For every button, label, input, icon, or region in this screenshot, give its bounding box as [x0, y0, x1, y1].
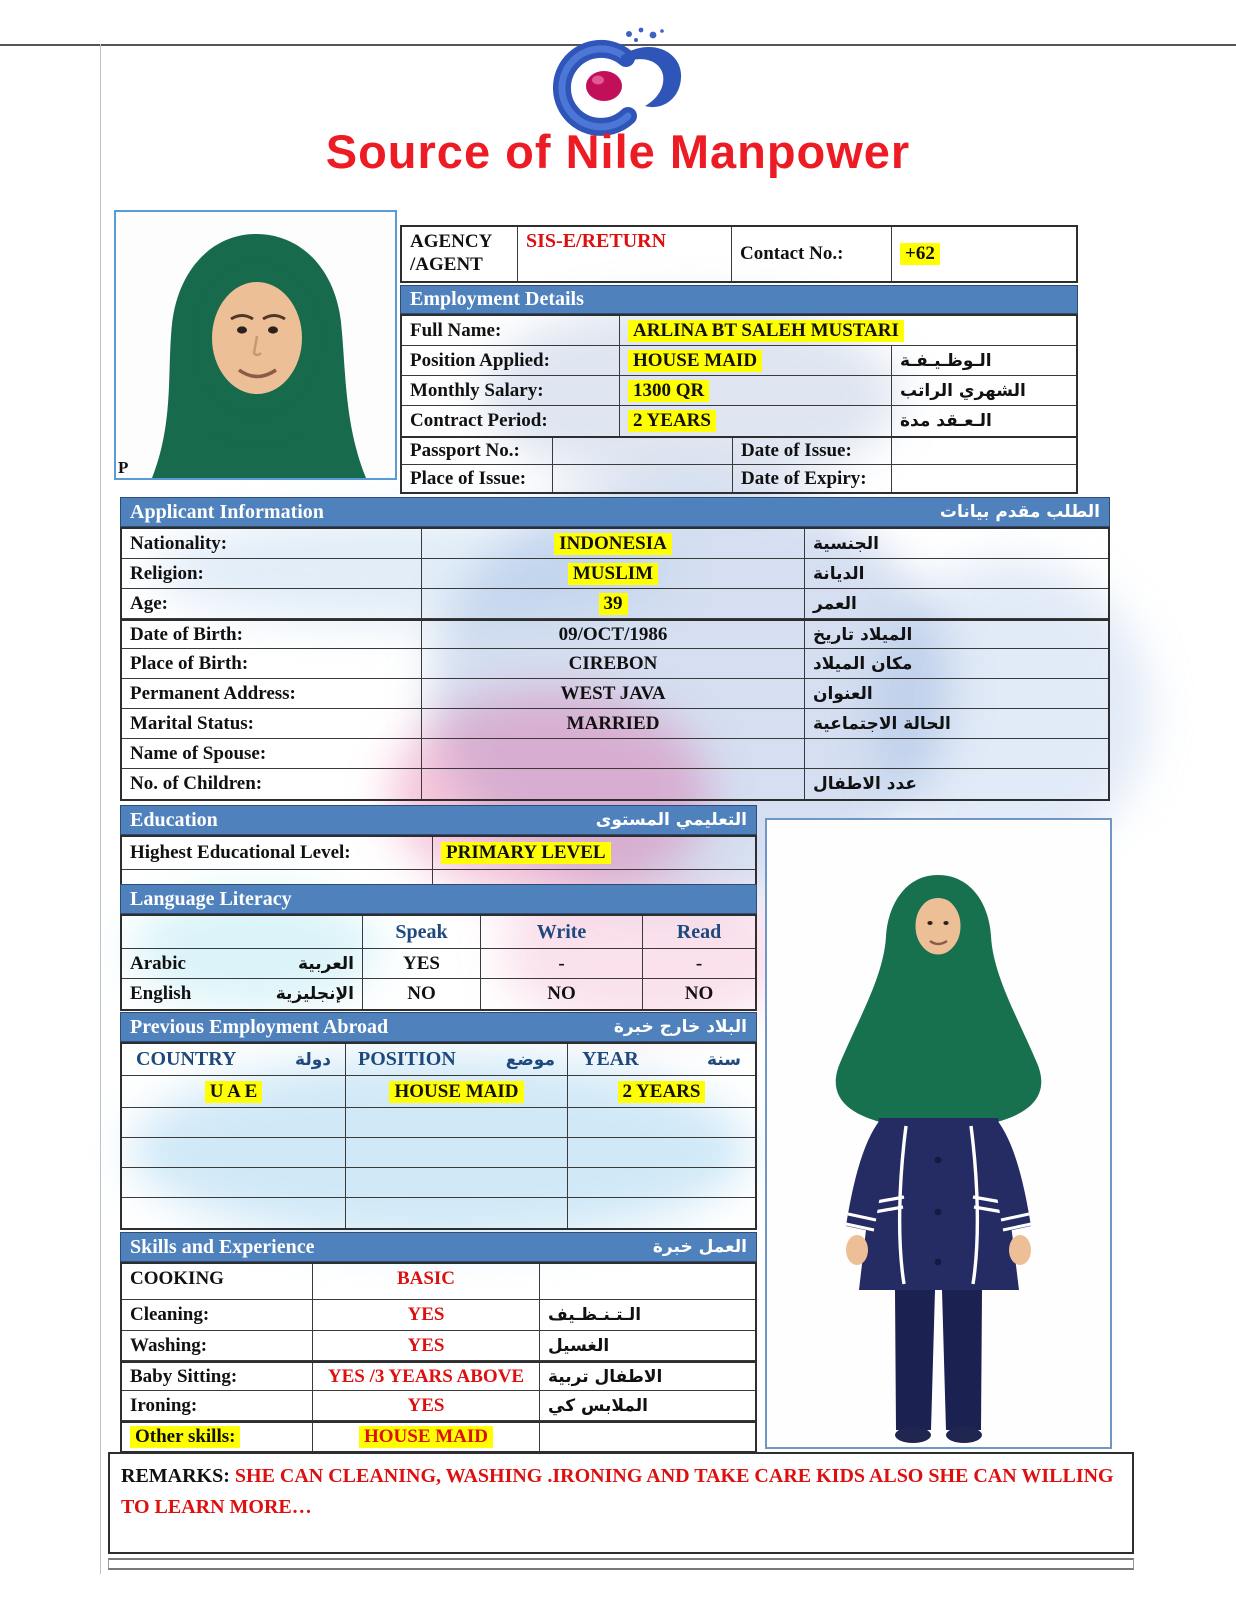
- full-name-label: Full Name:: [402, 316, 620, 345]
- row-label-ar: عدد الاطفال: [813, 774, 917, 794]
- year-value: 2 YEARS: [568, 1076, 755, 1107]
- skill-label-ar: الاطفال تربية: [548, 1366, 663, 1387]
- row-label-ar: الديانة: [813, 563, 865, 584]
- contract-label: Contract Period:: [402, 406, 620, 436]
- column-header-year-ar: سنة: [707, 1049, 741, 1070]
- empty-cell: [568, 1168, 755, 1197]
- language-name-cell: [122, 949, 363, 978]
- education-header: Education: [130, 808, 218, 831]
- column-header-country-ar: دولة: [295, 1049, 331, 1070]
- row-label: Name of Spouse:: [122, 739, 422, 768]
- remarks-box: [108, 1452, 1134, 1554]
- column-header-write: Write: [481, 916, 643, 948]
- skill-value: HOUSE MAID: [313, 1423, 540, 1451]
- contract-label-ar: الـعـقد مدة: [900, 411, 992, 431]
- row-label: No. of Children:: [122, 769, 422, 799]
- contract-value: 2 YEARS: [620, 406, 892, 436]
- blank-cell: [122, 870, 433, 885]
- remarks-text: SHE CAN CLEANING, WASHING .IRONING AND TAKE CARE KIDS ALSO SHE CAN WILLING TO LEARN MORE…: [121, 1465, 1114, 1518]
- skill-label: COOKING: [122, 1264, 313, 1299]
- passport-no-label: Passport No.:: [402, 438, 553, 464]
- empty-cell: [346, 1198, 568, 1228]
- row-value: 09/OCT/1986: [422, 621, 805, 648]
- language-name: Arabic: [130, 952, 186, 974]
- row-value: INDONESIA: [422, 529, 805, 558]
- employment-table: [400, 314, 1078, 438]
- row-label: Religion:: [122, 559, 422, 588]
- column-header-speak: Speak: [363, 916, 481, 948]
- previous-employment-header-ar: البلاد خارج خبرة: [613, 1017, 747, 1037]
- speak-value: YES: [363, 949, 481, 978]
- applicant-header-ar: الطلب مقدم بيانات: [939, 502, 1100, 522]
- empty-cell: [346, 1138, 568, 1167]
- skill-label-ar: الملابس كي: [548, 1395, 648, 1416]
- blank-cell: [122, 916, 363, 948]
- row-label: Age:: [122, 589, 422, 618]
- write-value: -: [481, 949, 643, 978]
- row-label: Date of Birth:: [122, 621, 422, 648]
- date-issue-value: [892, 438, 1076, 464]
- column-header-country: COUNTRY دولة: [122, 1044, 346, 1075]
- country-value: U A E: [122, 1076, 346, 1107]
- row-value: [422, 739, 805, 768]
- empty-cell: [568, 1198, 755, 1228]
- bottom-rule-bar: [108, 1558, 1134, 1570]
- employment-header: Employment Details: [410, 288, 584, 310]
- row-label-ar: العمر: [813, 593, 857, 614]
- empty-cell: [122, 1168, 346, 1197]
- row-value: MUSLIM: [422, 559, 805, 588]
- skill-label-ar: [540, 1423, 755, 1451]
- agency-label: AGENCY /AGENT: [402, 227, 518, 281]
- skill-value: YES /3 YEARS ABOVE: [313, 1363, 540, 1390]
- contact-value: +62: [892, 227, 1076, 281]
- row-label-ar: الجنسية: [813, 533, 879, 554]
- position-label-ar: الـوظـيـفـة: [900, 350, 992, 371]
- agency-title: Source of Nile Manpower: [325, 125, 911, 178]
- previous-employment-table: [120, 1042, 757, 1230]
- language-header-bar: [120, 884, 757, 914]
- column-header-position: POSITION موضع: [346, 1044, 568, 1075]
- date-expiry-value: [892, 465, 1076, 492]
- column-header-position-ar: موضع: [505, 1049, 555, 1070]
- date-issue-label: Date of Issue:: [733, 438, 892, 464]
- skills-header: Skills and Experience: [130, 1235, 315, 1258]
- skill-value: YES: [313, 1391, 540, 1420]
- page-left-rule: [100, 44, 101, 1574]
- speak-value: NO: [363, 979, 481, 1009]
- empty-cell: [122, 1198, 346, 1228]
- column-header-year: YEAR سنة: [582, 1048, 741, 1070]
- row-label-ar: الميلاد تاريخ: [813, 624, 913, 645]
- applicant-photo: [114, 210, 397, 480]
- language-name-ar: العربية: [297, 953, 354, 974]
- employment-header-bar: [400, 285, 1078, 314]
- previous-employment-header-bar: [120, 1012, 757, 1042]
- row-label-ar: مكان الميلاد: [813, 653, 913, 674]
- education-level-label: Highest Educational Level:: [122, 837, 433, 869]
- row-label: Place of Birth:: [122, 649, 422, 678]
- skill-value: YES: [313, 1331, 540, 1360]
- position-label: Position Applied:: [402, 346, 620, 375]
- empty-cell: [346, 1108, 568, 1137]
- language-name-cell: [122, 979, 363, 1009]
- skill-value: BASIC: [313, 1264, 540, 1299]
- position-value: HOUSE MAID: [620, 346, 892, 375]
- row-label-ar: [805, 739, 1108, 768]
- write-value: NO: [481, 979, 643, 1009]
- skill-label: Cleaning:: [122, 1300, 313, 1330]
- agency-value: SIS-E/RETURN: [518, 227, 732, 281]
- blank-cell: [433, 870, 755, 885]
- date-expiry-label: Date of Expiry:: [733, 465, 892, 492]
- row-label: Nationality:: [122, 529, 422, 558]
- previous-employment-header: Previous Employment Abroad: [130, 1015, 389, 1038]
- row-label-ar: العنوان: [813, 683, 873, 704]
- row-label: Permanent Address:: [122, 679, 422, 708]
- empty-cell: [346, 1168, 568, 1197]
- skill-label: Baby Sitting:: [122, 1363, 313, 1390]
- skill-label-ar: الـتـنـظـيف: [548, 1305, 642, 1325]
- education-header-ar: التعليمي المستوى: [595, 810, 747, 830]
- row-value: [422, 769, 805, 799]
- language-table: [120, 914, 757, 1011]
- agency-table: [400, 225, 1078, 283]
- read-value: NO: [684, 983, 714, 1004]
- salary-label-ar: الشهري الراتب: [900, 380, 1026, 401]
- applicant-header: Applicant Information: [130, 500, 324, 523]
- skill-value: YES: [313, 1300, 540, 1330]
- salary-value: 1300 QR: [620, 376, 892, 405]
- applicant-header-bar: [120, 497, 1110, 527]
- language-header: Language Literacy: [130, 887, 292, 910]
- empty-cell: [568, 1108, 755, 1137]
- skills-header-bar: [120, 1232, 757, 1262]
- language-name-ar: الإنجليزية: [275, 984, 354, 1004]
- empty-cell: [122, 1138, 346, 1167]
- place-issue-label: Place of Issue:: [402, 465, 553, 492]
- photo-corner-mark: P: [118, 458, 129, 477]
- row-label: Marital Status:: [122, 709, 422, 738]
- contact-label: Contact No.:: [732, 227, 892, 281]
- skill-label: Washing:: [122, 1331, 313, 1360]
- skill-label-ar: [540, 1264, 755, 1299]
- position-value: HOUSE MAID: [346, 1076, 568, 1107]
- place-issue-value: [553, 465, 733, 492]
- row-value: MARRIED: [422, 709, 805, 738]
- skills-header-ar: العمل خبرة: [652, 1237, 747, 1257]
- salary-label: Monthly Salary:: [402, 376, 620, 405]
- language-name: English: [130, 983, 192, 1004]
- row-value: WEST JAVA: [422, 679, 805, 708]
- read-value: -: [695, 952, 703, 974]
- education-header-bar: [120, 805, 757, 835]
- full-name-value: ARLINA BT SALEH MUSTARI: [620, 316, 1076, 345]
- skill-label-ar: الغسيل: [548, 1335, 610, 1356]
- empty-cell: [122, 1108, 346, 1137]
- applicant-table: [120, 527, 1110, 801]
- passport-table: [400, 436, 1078, 494]
- empty-cell: [568, 1138, 755, 1167]
- education-level-value: PRIMARY LEVEL: [433, 837, 755, 869]
- skills-table: [120, 1262, 757, 1453]
- applicant-fullbody-photo: [765, 818, 1112, 1449]
- education-table: [120, 835, 757, 887]
- row-value: CIREBON: [422, 649, 805, 678]
- skill-label: Other skills:: [122, 1423, 313, 1451]
- skill-label: Ironing:: [122, 1391, 313, 1420]
- row-label-ar: الحالة الاجتماعية: [813, 713, 951, 734]
- remarks-label: REMARKS:: [121, 1465, 230, 1487]
- column-header-read: Read: [676, 920, 722, 943]
- row-value: 39: [422, 589, 805, 618]
- passport-no-value: [553, 438, 733, 464]
